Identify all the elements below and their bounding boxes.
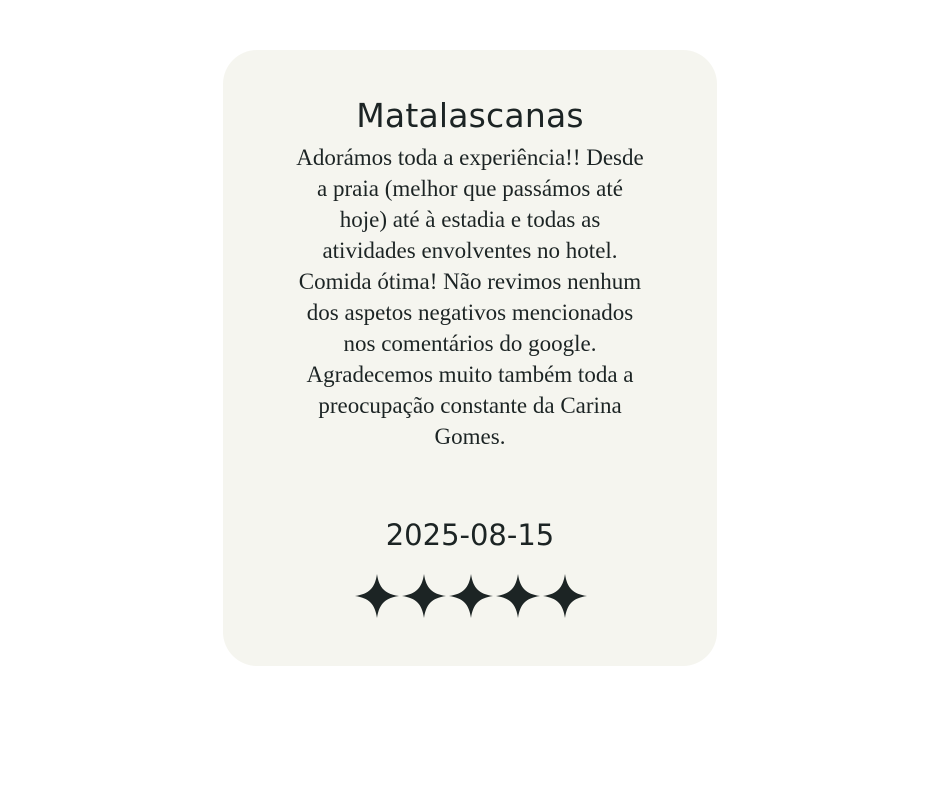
sparkle-star-icon xyxy=(400,572,447,620)
review-text: Adorámos toda a experiência!! Desde a praia (melhor que passámos até hoje) até à estadia e todas as atividades envolventes no hotel. Comida ótima! Não revimos nenhum dos aspetos negativos mencionados nos comentários do google. Agradecemos muito também toda a preocupação constante da Carina Gomes. xyxy=(296,145,644,449)
review-date: 2025-08-15 xyxy=(385,518,555,552)
sparkle-star-icon xyxy=(494,572,541,620)
rating-stars xyxy=(223,572,717,622)
sparkle-star-icon xyxy=(353,572,400,620)
review-card xyxy=(223,50,717,666)
sparkle-star-icon xyxy=(447,572,494,620)
review-title: Matalascanas xyxy=(356,96,584,135)
sparkle-star-icon xyxy=(541,572,588,620)
